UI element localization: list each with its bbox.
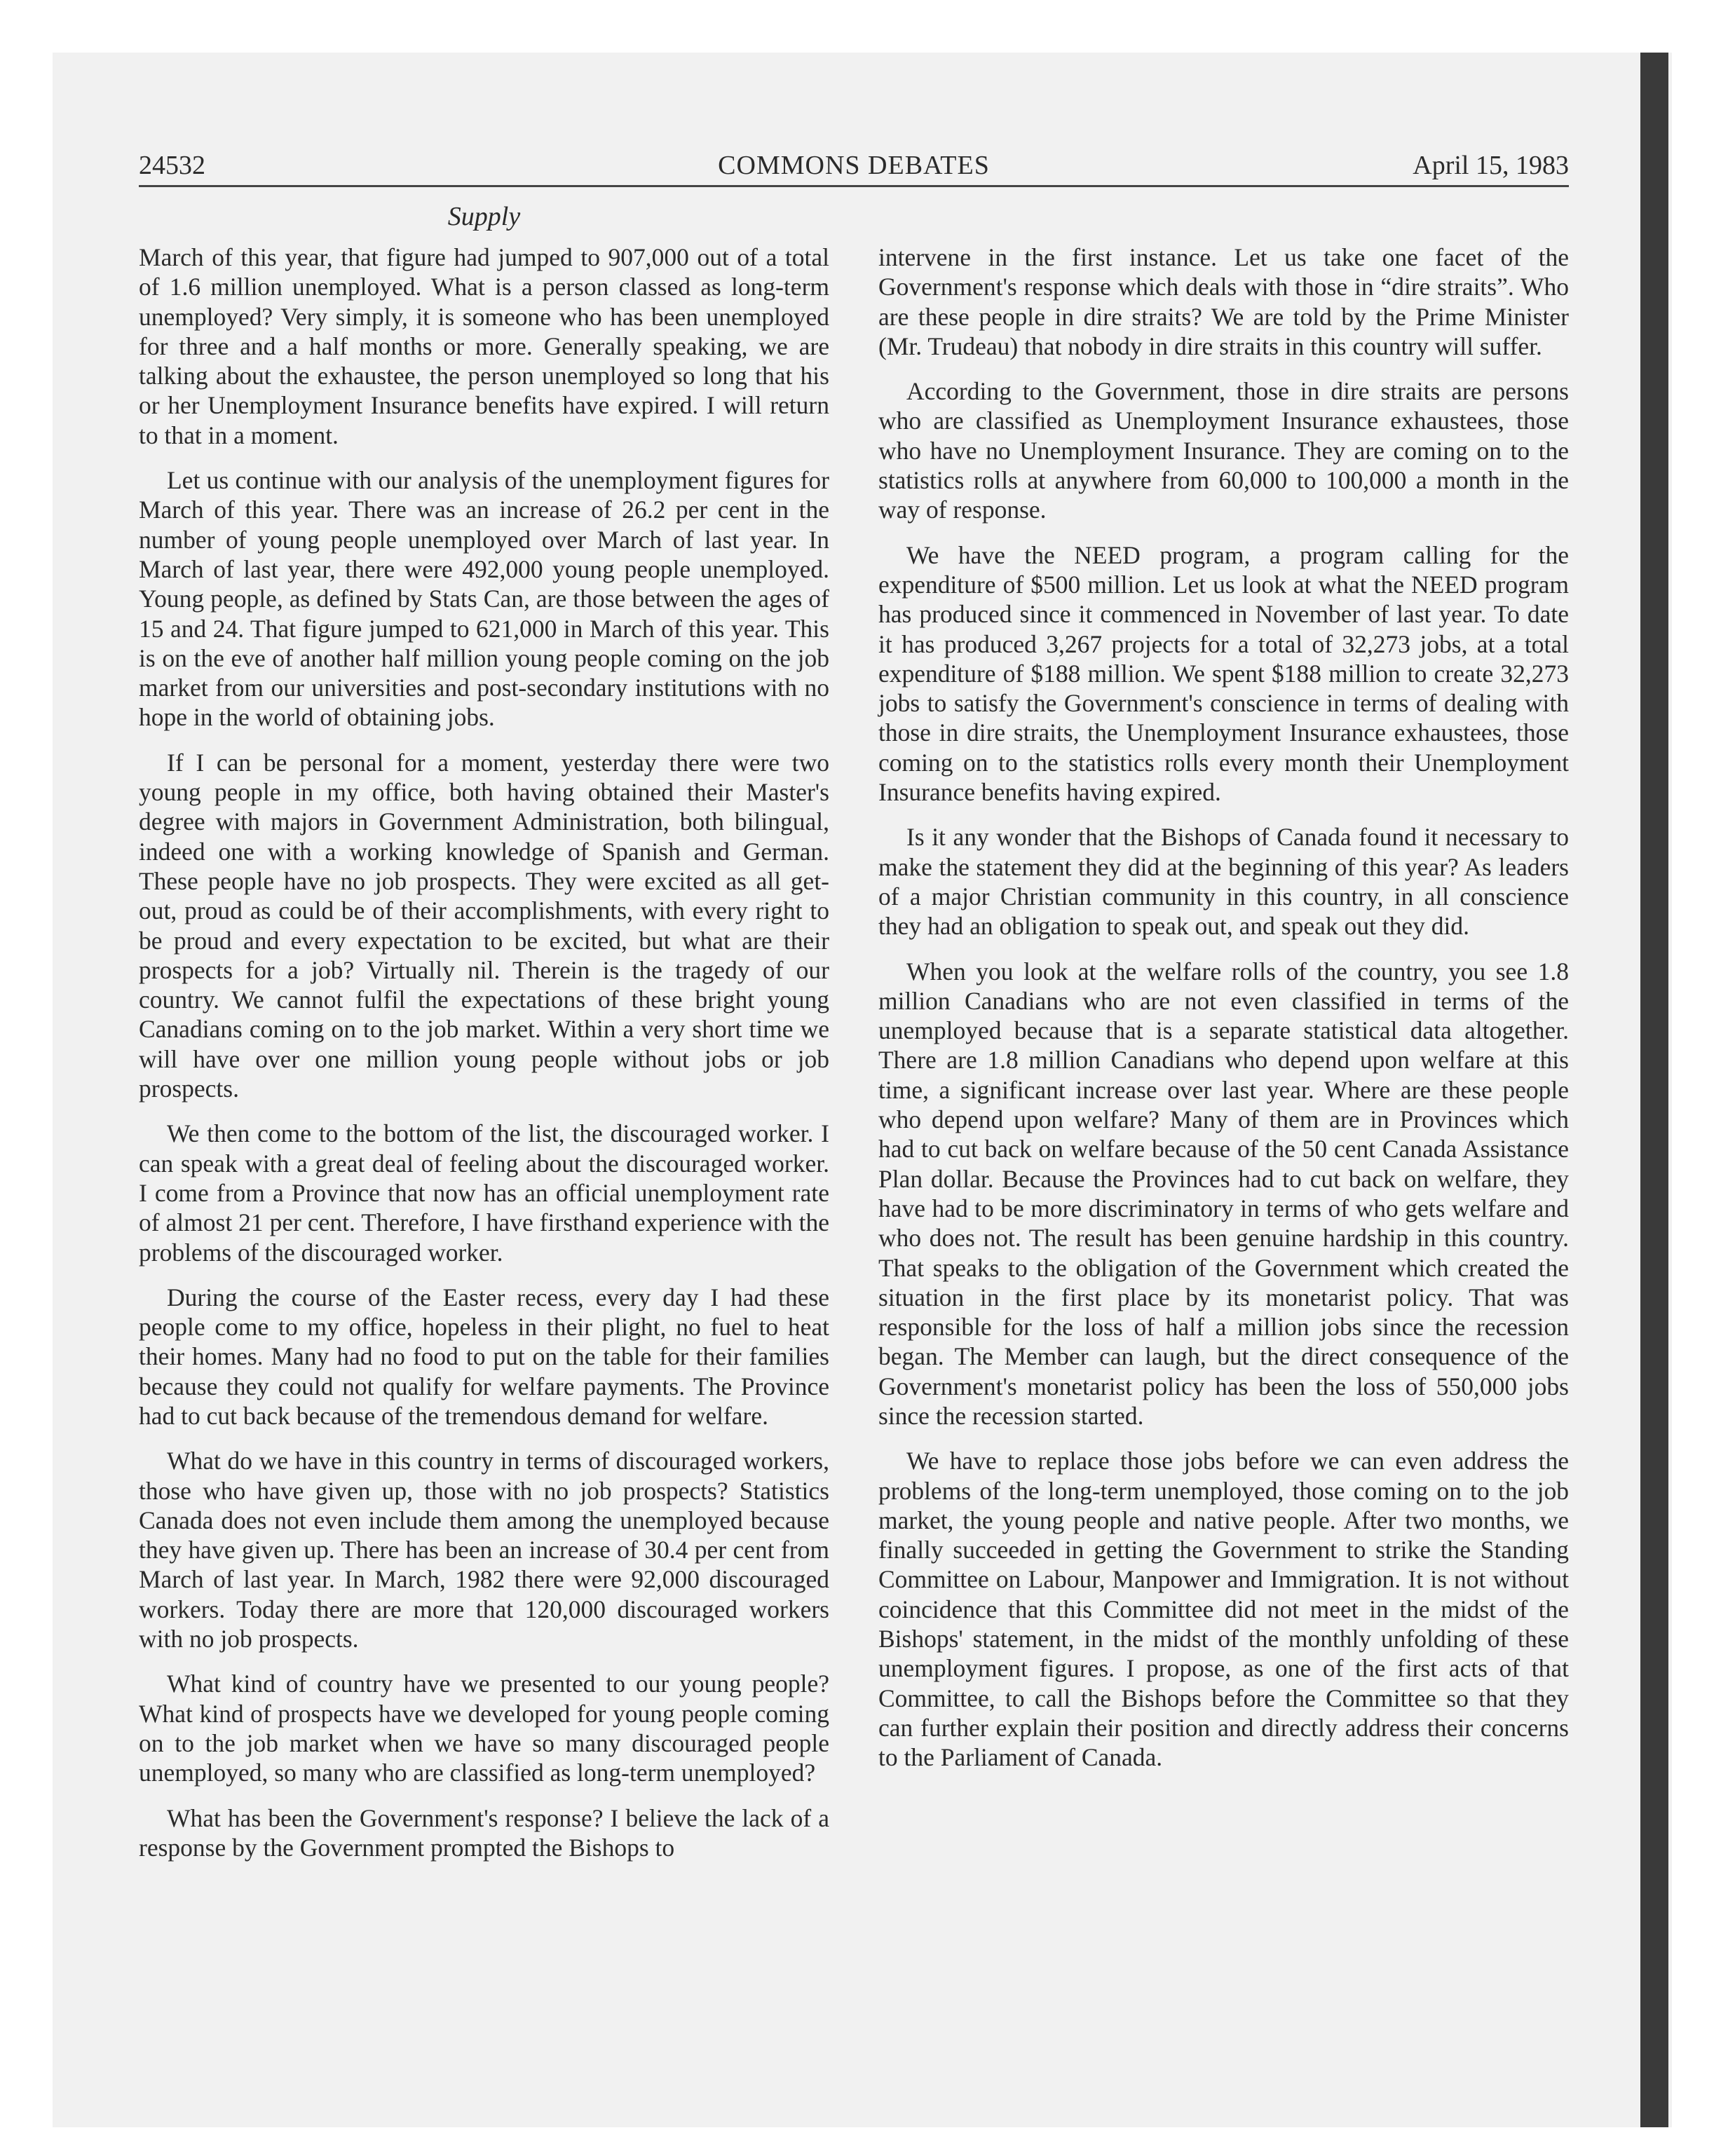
paragraph: What do we have in this country in terms of discouraged workers, those who have given up, those with no job prospects? Statistics Canada does not even include them among the unemployed because they have given up. There has been an increase of 30.4 per cent from March of last year. In March, 1982 there were 92,000 discouraged workers. Today there are more that 120,000 discouraged workers with no job prospects. — [139, 1447, 829, 1653]
paragraph: When you look at the welfare rolls of the country, you see 1.8 million Canadians who are not even classified in terms of the unemployed because that is a separate statistical data altogether. There are 1.8 million Canadians who depend upon welfare at this time, a significant increase over last year. Where are these people who depend upon welfare? Many of them are in Provinces which had to cut back on welfare because of the 50 cent Canada Assistance Plan dollar. Because the Provinces had to cut back on welfare, they have had to be more discriminatory in terms of who gets welfare and who does not. The result has been genuine hardship in this country. That speaks to the obligation of the Government which created the situation in the first place by its monetarist policy. That was responsible for the loss of half a million jobs since the recession began. The Member can laugh, but the direct consequence of the Government's monetarist policy has been the loss of 550,000 jobs since the recession started. — [878, 957, 1569, 1430]
paragraph: During the course of the Easter recess, every day I had these people come to my office, hopeless in their plight, no fuel to heat their homes. Many had no food to put on the table for their families because they could not qualify for welfare payments. The Province had to cut back because of the tremendous demand for welfare. — [139, 1283, 829, 1430]
paragraph: What has been the Government's response? I believe the lack of a response by the Government prompted the Bishops to — [139, 1803, 829, 1862]
paragraph: We then come to the bottom of the list, the discouraged worker. I can speak with a great deal of feeling about the discouraged worker. I come from a Province that now has an official unemployment rate of almost 21 per cent. Therefore, I have firsthand experience with the problems of the discouraged worker. — [139, 1119, 829, 1267]
section-heading: Supply — [447, 202, 521, 231]
paragraph: What kind of country have we presented to our young people? What kind of prospects have we developed for young people coming on to the job market when we have so many discouraged people unemployed, so many who are classified as long-term unemployed? — [139, 1670, 829, 1787]
right-column — [878, 243, 1569, 1788]
page-number: 24532 — [139, 151, 205, 180]
paragraph: According to the Government, those in dire straits are persons who are classified as Unemployment Insurance exhaustees, those who have no Unemployment Insurance. They are coming on to the statistics rolls at anywhere from 60,000 to 100,000 a month in the way of response. — [878, 377, 1569, 524]
left-column — [139, 243, 829, 1878]
issue-date: April 15, 1983 — [1413, 151, 1569, 180]
paragraph: We have to replace those jobs before we can even address the problems of the long-term unemployed, those coming on to the job market, the young people and native people. After two months, we finally succeeded in getting the Government to strike the Standing Committee on Labour, Manpower and Immigration. It is not without coincidence that this Committee did not meet in the midst of the Bishops' statement, in the midst of the monthly unfolding of these unemployment figures. I propose, as one of the first acts of that Committee, to call the Bishops before the Committee so that they can further explain their position and directly address their concerns to the Parliament of Canada. — [878, 1447, 1569, 1772]
paragraph: Is it any wonder that the Bishops of Canada found it necessary to make the statement they did at the beginning of this year? As leaders of a major Christian community in this country, in all conscience they had an obligation to speak out, and speak out they did. — [878, 823, 1569, 941]
running-head — [139, 146, 1569, 187]
paragraph: March of this year, that figure had jumped to 907,000 out of a total of 1.6 million unemployed. What is a person classed as long-term unemployed? Very simply, it is someone who has been unemployed for three and a half months or more. Generally speaking, we are talking about the exhaustee, the person unemployed so long that his or her Unemployment Insurance benefits have expired. I will return to that in a moment. — [139, 243, 829, 449]
paragraph: We have the NEED program, a program calling for the expenditure of $500 million. Let us look at what the NEED program has produced since it commenced in November of last year. To date it has produced 3,267 projects for a total of 32,273 jobs, at a total expenditure of $188 million. We spent $188 million to create 32,273 jobs to satisfy the Government's conscience in terms of dealing with those in dire straits, the Unemployment Insurance exhaustees, those coming on to the statistics rolls every month their Unemployment Insurance benefits having expired. — [878, 540, 1569, 807]
binding-edge — [1640, 53, 1668, 2127]
paragraph: Let us continue with our analysis of the unemployment figures for March of this year. There was an increase of 26.2 per cent in the number of young people unemployed over March of last year. In March of last year, there were 492,000 young people unemployed. Young people, as defined by Stats Can, are those between the ages of 15 and 24. That figure jumped to 621,000 in March of this year. This is on the eve of another half million young people coming on the job market from our universities and post-secondary institutions with no hope in the world of obtaining jobs. — [139, 466, 829, 732]
paragraph: intervene in the first instance. Let us take one facet of the Government's response which deals with those in “dire straits”. Who are these people in dire straits? We are told by the Prime Minister (Mr. Trudeau) that nobody in dire straits in this country will suffer. — [878, 243, 1569, 360]
journal-title: COMMONS DEBATES — [718, 151, 990, 180]
paragraph: If I can be personal for a moment, yesterday there were two young people in my office, both having obtained their Master's degree with majors in Government Administration, both bilingual, indeed one with a working knowledge of Spanish and German. These people have no job prospects. They were excited as all get-out, proud as could be of their accomplishments, with every right to be proud and every expectation to be excited, but what are their prospects for a job? Virtually nil. Therein is the tragedy of our country. We cannot fulfil the expectations of these bright young Canadians coming on to the job market. Within a very short time we will have over one million young people without jobs or job prospects. — [139, 748, 829, 1103]
